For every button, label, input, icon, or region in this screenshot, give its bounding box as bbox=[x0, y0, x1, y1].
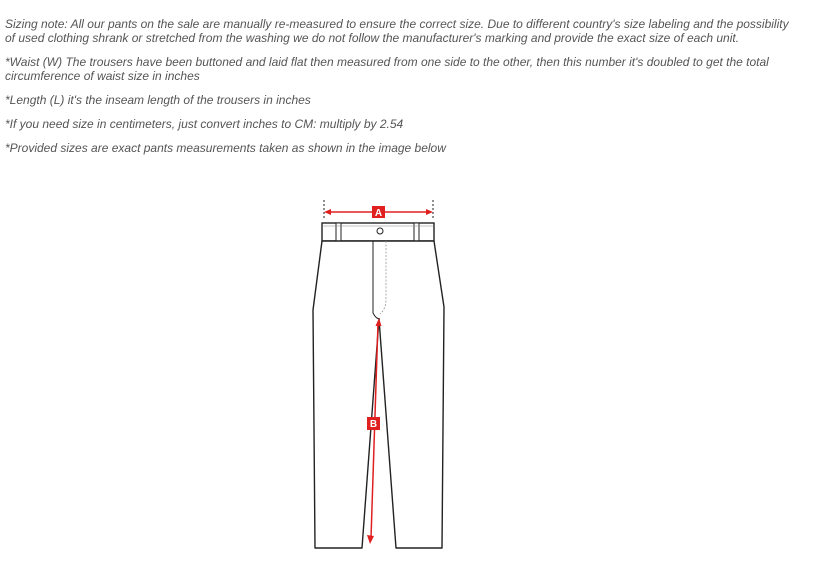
provided-note-text: *Provided sizes are exact pants measurements taken as shown in the image below bbox=[5, 141, 446, 155]
waistband bbox=[322, 223, 434, 241]
label-a: A bbox=[374, 208, 383, 219]
sizing-note-text: Sizing note: All our pants on the sale are manually re-measured to ensure the correct size. Due to different country's size labeling and the possibility of used clothing shrank or stretched from the washing we do not follow the manufacturer's marking and provide the exact size of each unit. bbox=[5, 17, 789, 45]
button-icon bbox=[377, 228, 383, 234]
sizing-notes bbox=[5, 17, 795, 165]
length-note-text: *Length (L) it's the inseam length of the trousers in inches bbox=[5, 93, 311, 107]
pants-measurement-diagram bbox=[300, 195, 460, 555]
pants-outline bbox=[313, 241, 444, 548]
waist-measurement-a bbox=[324, 200, 433, 219]
label-b: B bbox=[369, 419, 378, 430]
waist-note-text: *Waist (W) The trousers have been buttoned and laid flat then measured from one side to the other, then this number it's doubled to get the total circumference of waist size in inches bbox=[5, 55, 769, 83]
cm-note-text: *If you need size in centimeters, just convert inches to CM: multiply by 2.54 bbox=[5, 117, 404, 131]
